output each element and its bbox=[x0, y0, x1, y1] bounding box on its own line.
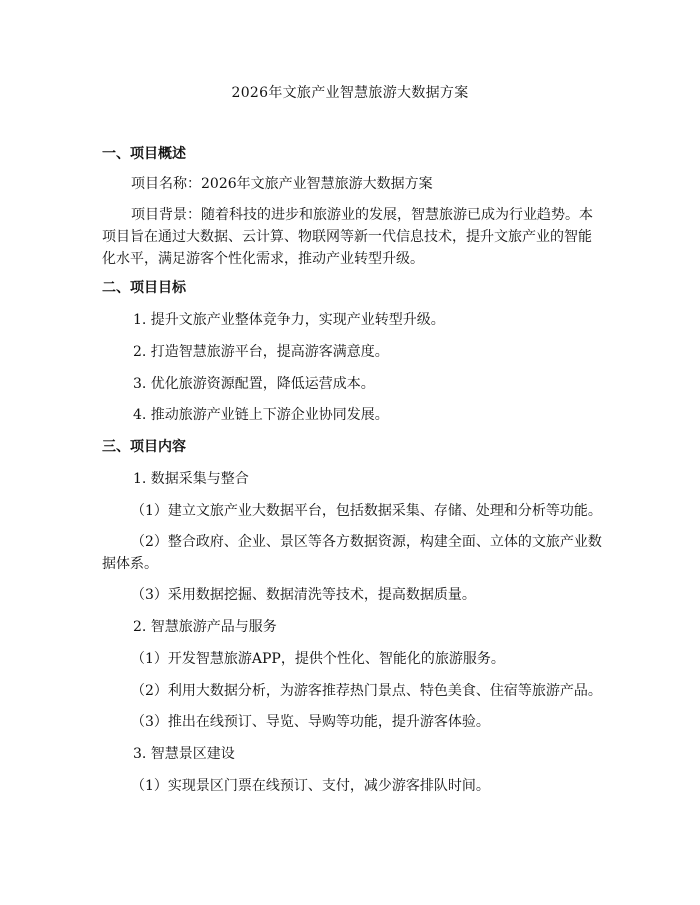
project-name-paragraph: 项目名称：2026年文旅产业智慧旅游大数据方案 bbox=[131, 176, 433, 192]
project-background-paragraph: 项目背景：随着科技的进步和旅游业的发展，智慧旅游已成为行业趋势。本项目旨在通过大数据、云计算、物联网等新一代信息技术，提升文旅产业的智能化水平，满足游客个性化需求，推动产业转型升级。 bbox=[102, 207, 593, 267]
goal-item: 4. 推动旅游产业链上下游企业协同发展。 bbox=[133, 407, 389, 423]
goal-item: 2. 打造智慧旅游平台，提高游客满意度。 bbox=[133, 344, 389, 360]
content-item: （1）建立文旅产业大数据平台，包括数据采集、存储、处理和分析等功能。 bbox=[131, 503, 602, 519]
subsection-title-smart-products: 2. 智慧旅游产品与服务 bbox=[133, 619, 277, 635]
content-item: （2）利用大数据分析，为游客推荐热门景点、特色美食、住宿等旅游产品。 bbox=[131, 683, 602, 699]
document-title: 2026年文旅产业智慧旅游大数据方案 bbox=[231, 85, 469, 101]
section-heading-goals: 二、项目目标 bbox=[102, 280, 186, 296]
section-heading-content: 三、项目内容 bbox=[102, 439, 186, 455]
content-item: （3）采用数据挖掘、数据清洗等技术，提高数据质量。 bbox=[131, 587, 476, 603]
subsection-title-smart-scenic: 3. 智慧景区建设 bbox=[133, 746, 235, 762]
content-item: （1）开发智慧旅游APP，提供个性化、智能化的旅游服务。 bbox=[131, 651, 505, 667]
content-item: （3）推出在线预订、导览、导购等功能，提升游客体验。 bbox=[131, 714, 490, 730]
subsection-title-data-collection: 1. 数据采集与整合 bbox=[133, 471, 249, 487]
goal-item: 1. 提升文旅产业整体竞争力，实现产业转型升级。 bbox=[133, 312, 445, 328]
content-item: （1）实现景区门票在线预订、支付，减少游客排队时间。 bbox=[131, 778, 490, 794]
section-heading-overview: 一、项目概述 bbox=[102, 146, 186, 162]
goal-item: 3. 优化旅游资源配置，降低运营成本。 bbox=[133, 376, 375, 392]
content-item: （2）整合政府、企业、景区等各方数据资源，构建全面、立体的文旅产业数据体系。 bbox=[102, 534, 602, 572]
